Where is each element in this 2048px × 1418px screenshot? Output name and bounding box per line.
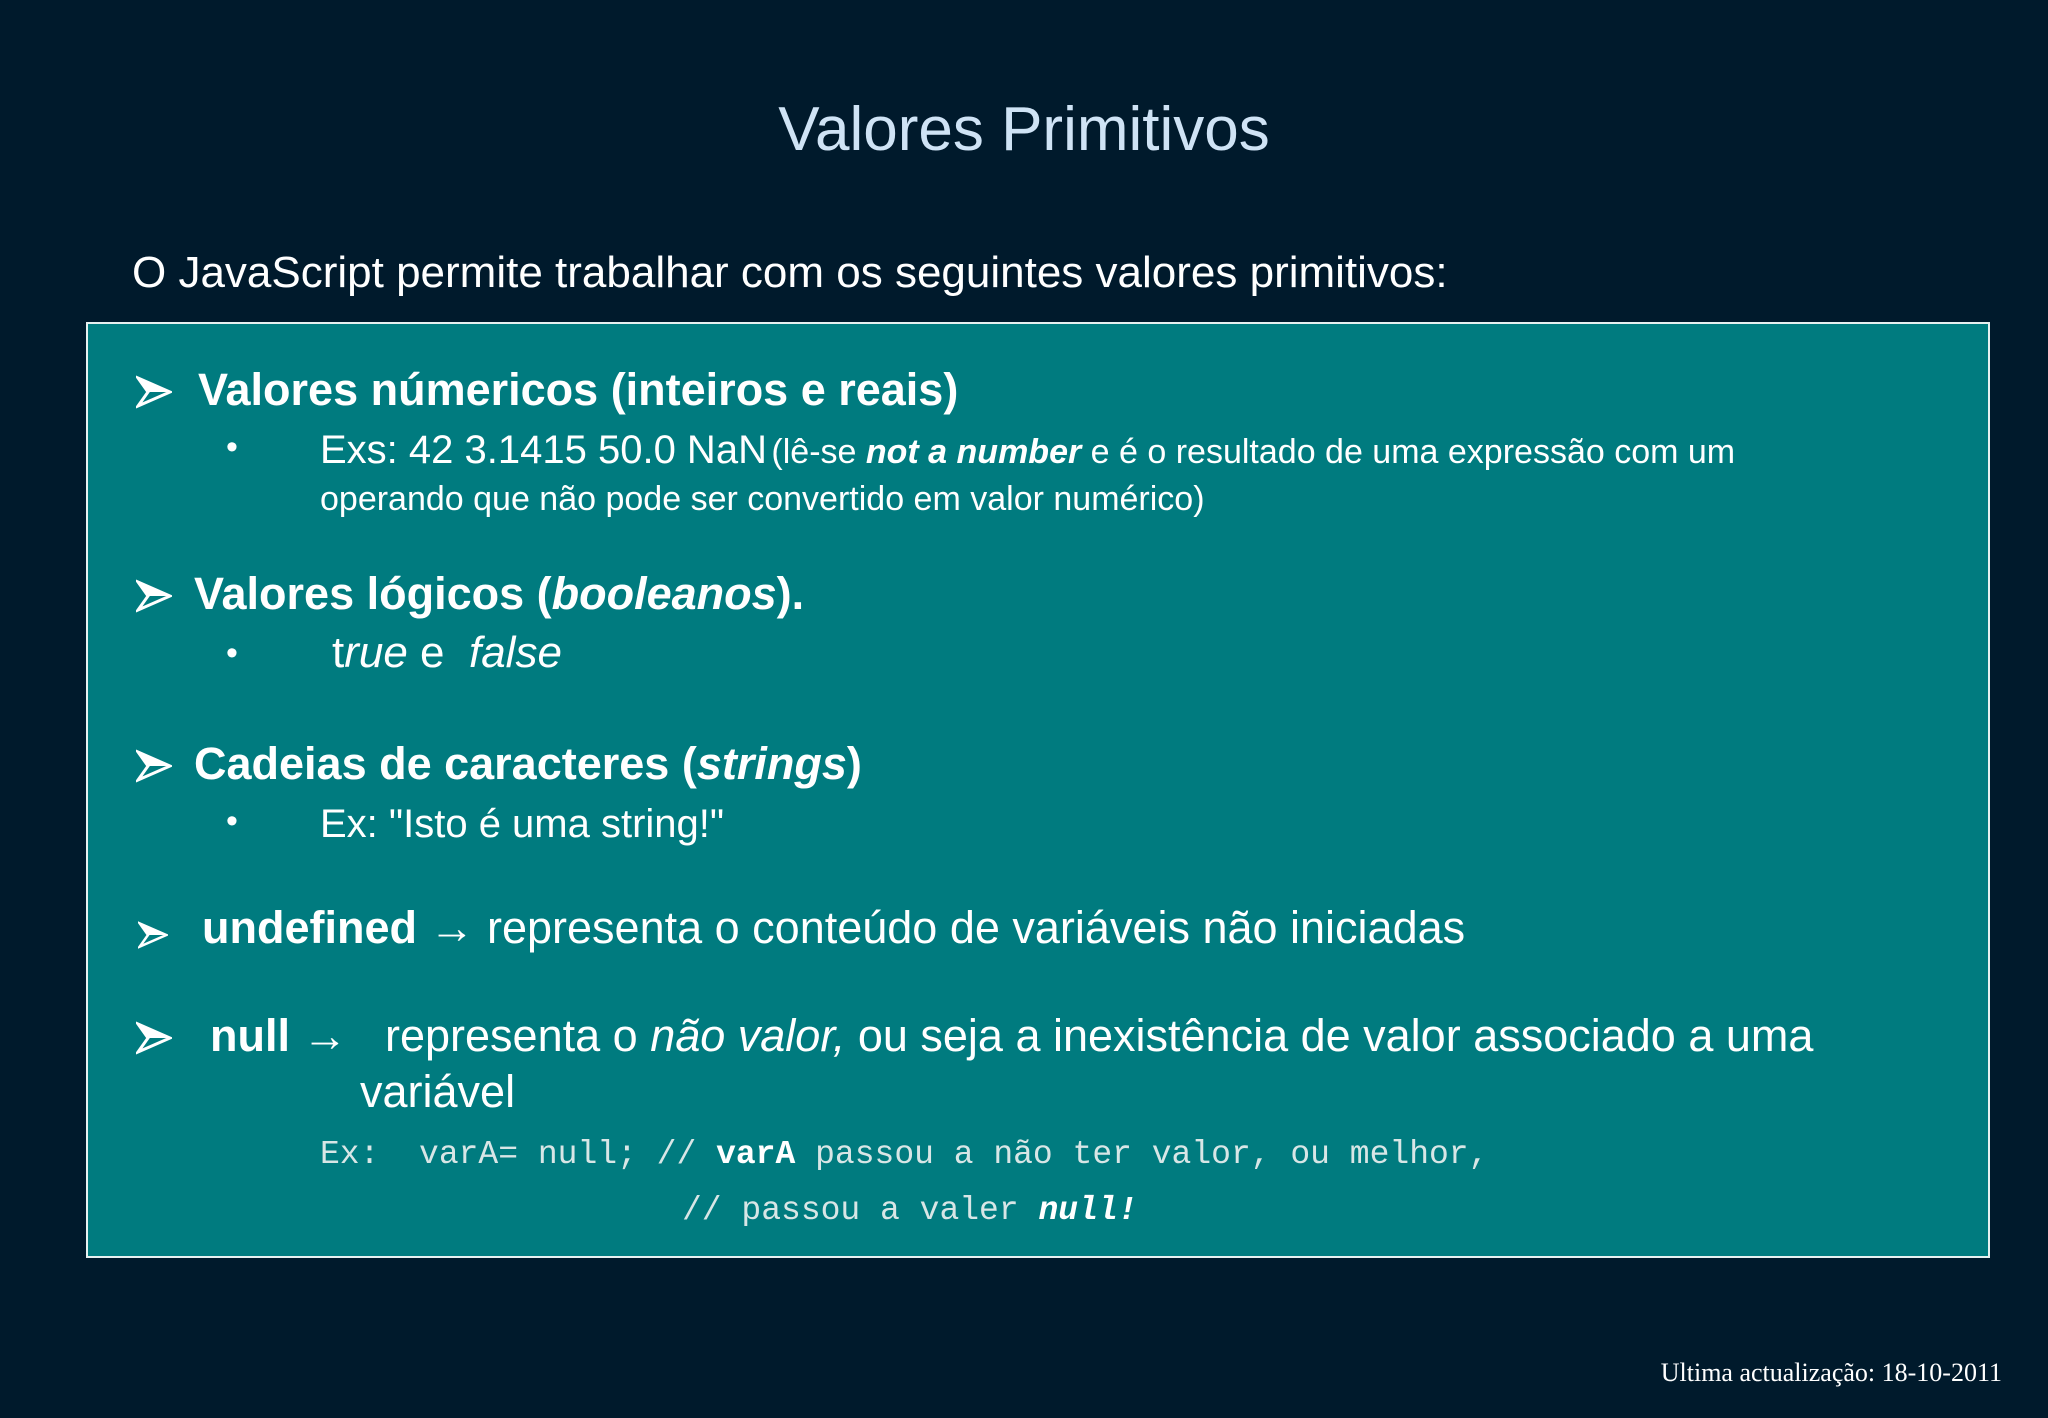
heading-numeric: Valores númericos (inteiros e reais)	[198, 364, 959, 415]
heading-logical-em: booleanos	[551, 568, 777, 619]
content-box	[86, 322, 1990, 1258]
numeric-example	[320, 428, 1735, 473]
arrow-bullet-icon	[138, 920, 168, 950]
arrow-bullet-icon	[136, 748, 172, 784]
strings-example: Ex: "Isto é uma string!"	[320, 802, 725, 846]
bullet-dot: •	[226, 634, 238, 672]
heading-logical	[194, 568, 804, 620]
code-line-1-post: passou a não ter valor, ou melhor,	[795, 1136, 1489, 1173]
logical-true-rest: rue	[344, 628, 408, 677]
code-line-1-pre: Ex: varA= null; //	[320, 1136, 717, 1173]
numeric-note-post: e é o resultado de uma expressão com um	[1081, 433, 1736, 471]
arrow-bullet-icon	[136, 374, 172, 410]
heading-strings-pre: Cadeias de caracteres (	[194, 738, 697, 789]
code-line-2-bold: null!	[1038, 1192, 1138, 1229]
null-description-pre: representa o	[347, 1010, 651, 1061]
right-arrow-icon: →	[429, 902, 475, 953]
heading-strings-em: strings	[696, 738, 847, 789]
undefined-keyword: undefined	[202, 902, 417, 953]
right-arrow-icon: →	[302, 1010, 348, 1061]
intro-text: O JavaScript permite trabalhar com os seguintes valores primitivos:	[132, 248, 1448, 297]
arrow-bullet-icon	[136, 578, 172, 614]
numeric-note-pre: (lê-se	[771, 433, 866, 471]
code-line-2	[682, 1192, 1138, 1229]
numeric-example-values: Exs: 42 3.1415 50.0 NaN	[320, 428, 767, 472]
null-description-post: ou seja a inexistência de valor associado a uma	[845, 1010, 1814, 1061]
numeric-note-em: not a number	[865, 433, 1082, 471]
null-line	[210, 1010, 1813, 1062]
bullet-dot: •	[226, 802, 238, 840]
logical-false: false	[468, 628, 562, 677]
heading-logical-post: ).	[776, 568, 805, 619]
null-description-em: não valor,	[650, 1010, 846, 1061]
code-line-1-bold: varA	[716, 1136, 796, 1173]
undefined-description: representa o conteúdo de variáveis não iniciadas	[474, 902, 1466, 953]
null-keyword: null	[210, 1010, 290, 1061]
heading-strings	[194, 738, 862, 790]
arrow-bullet-icon	[136, 1020, 172, 1056]
slide-title: Valores Primitivos	[778, 95, 1270, 164]
heading-strings-post: )	[846, 738, 862, 789]
logical-and: e	[407, 628, 469, 677]
undefined-line	[202, 902, 1465, 954]
code-line-1	[320, 1136, 1488, 1173]
heading-logical-pre: Valores lógicos (	[194, 568, 552, 619]
numeric-note-line2: operando que não pode ser convertido em valor numérico)	[320, 480, 1205, 518]
logical-t: t	[332, 628, 345, 677]
logical-values	[332, 628, 562, 678]
null-description-line2: variável	[360, 1066, 516, 1117]
footer-last-update: Ultima actualização: 18-10-2011	[1660, 1358, 2002, 1387]
bullet-dot: •	[226, 428, 238, 466]
code-line-2-pre: // passou a valer	[682, 1192, 1039, 1229]
